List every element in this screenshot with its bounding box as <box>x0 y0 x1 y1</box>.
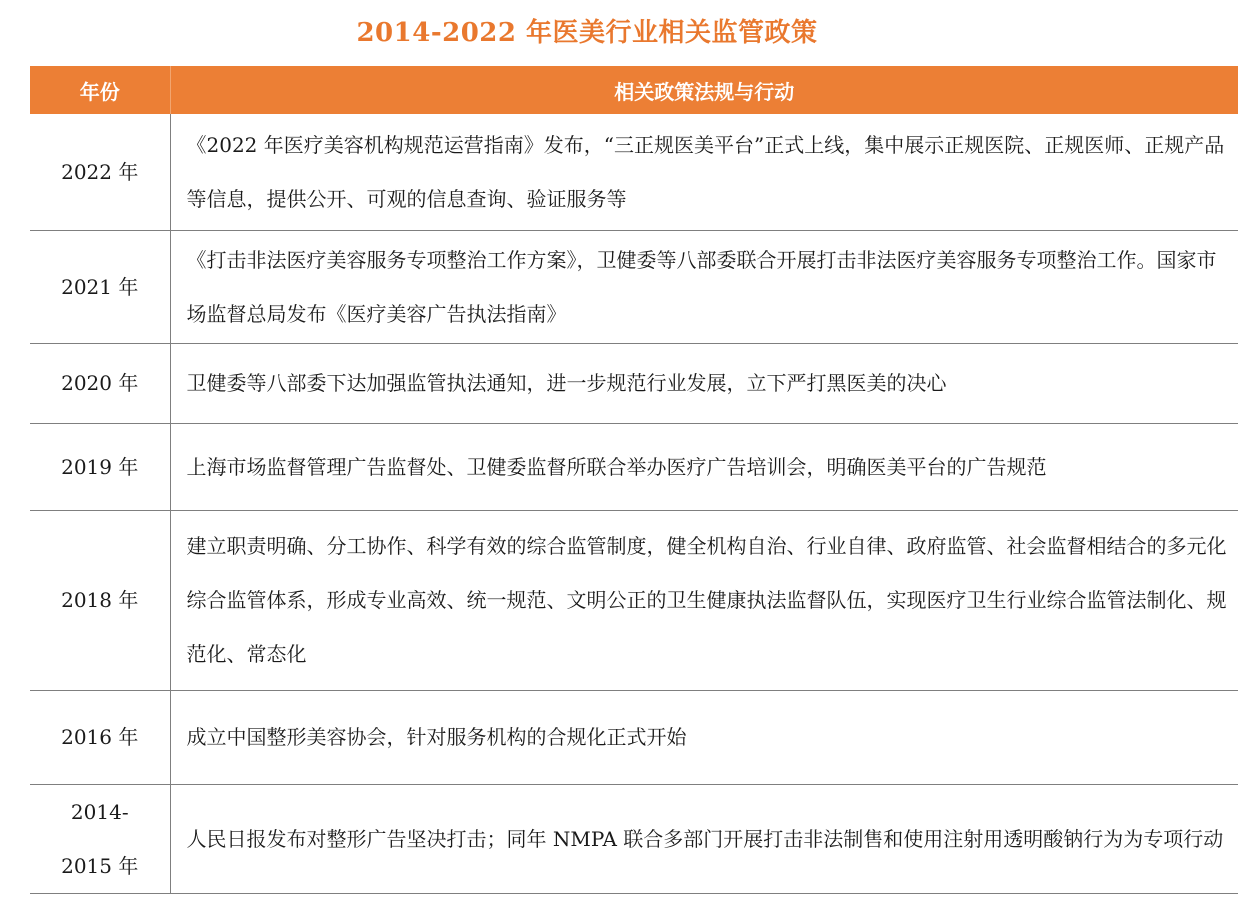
row-policy-text: 《打击非法医疗美容服务专项整治工作方案》，卫健委等八部委联合开展打击非法医疗美容服务专项整治工作。国家市场监督总局发布《医疗美容广告执法指南》 <box>170 230 1238 343</box>
row-policy-text: 建立职责明确、分工协作、科学有效的综合监管制度，健全机构自治、行业自律、政府监管、社会监督相结合的多元化综合监管体系，形成专业高效、统一规范、文明公正的卫生健康执法监督队伍，实现医疗卫生行业综合监管法制化、规范化、常态化 <box>170 510 1238 690</box>
column-header-policy: 相关政策法规与行动 <box>170 66 1238 114</box>
policy-table <box>30 66 1238 894</box>
table-row <box>30 423 1238 510</box>
row-year: 2014- 2015 年 <box>30 784 170 893</box>
row-policy-text: 上海市场监督管理广告监督处、卫健委监督所联合举办医疗广告培训会，明确医美平台的广告规范 <box>170 423 1238 510</box>
table-row <box>30 690 1238 784</box>
table-row <box>30 510 1238 690</box>
row-policy-text: 成立中国整形美容协会，针对服务机构的合规化正式开始 <box>170 690 1238 784</box>
page-title: 2014-2022 年医美行业相关监管政策 <box>356 18 818 48</box>
row-policy-text: 人民日报发布对整形广告坚决打击；同年 NMPA 联合多部门开展打击非法制售和使用注射用透明酸钠行为为专项行动 <box>170 784 1238 893</box>
row-year: 2020 年 <box>30 343 170 423</box>
row-year: 2022 年 <box>30 114 170 230</box>
table-header-row <box>30 66 1238 114</box>
column-header-year: 年份 <box>30 66 170 114</box>
table-row <box>30 784 1238 893</box>
table-row <box>30 230 1238 343</box>
row-year: 2019 年 <box>30 423 170 510</box>
row-year: 2016 年 <box>30 690 170 784</box>
row-year: 2021 年 <box>30 230 170 343</box>
table-row <box>30 114 1238 230</box>
row-policy-text: 《2022 年医疗美容机构规范运营指南》发布，“三正规医美平台”正式上线，集中展示正规医院、正规医师、正规产品等信息，提供公开、可观的信息查询、验证服务等 <box>170 114 1238 230</box>
table-row <box>30 343 1238 423</box>
row-year: 2018 年 <box>30 510 170 690</box>
row-policy-text: 卫健委等八部委下达加强监管执法通知，进一步规范行业发展，立下严打黑医美的决心 <box>170 343 1238 423</box>
